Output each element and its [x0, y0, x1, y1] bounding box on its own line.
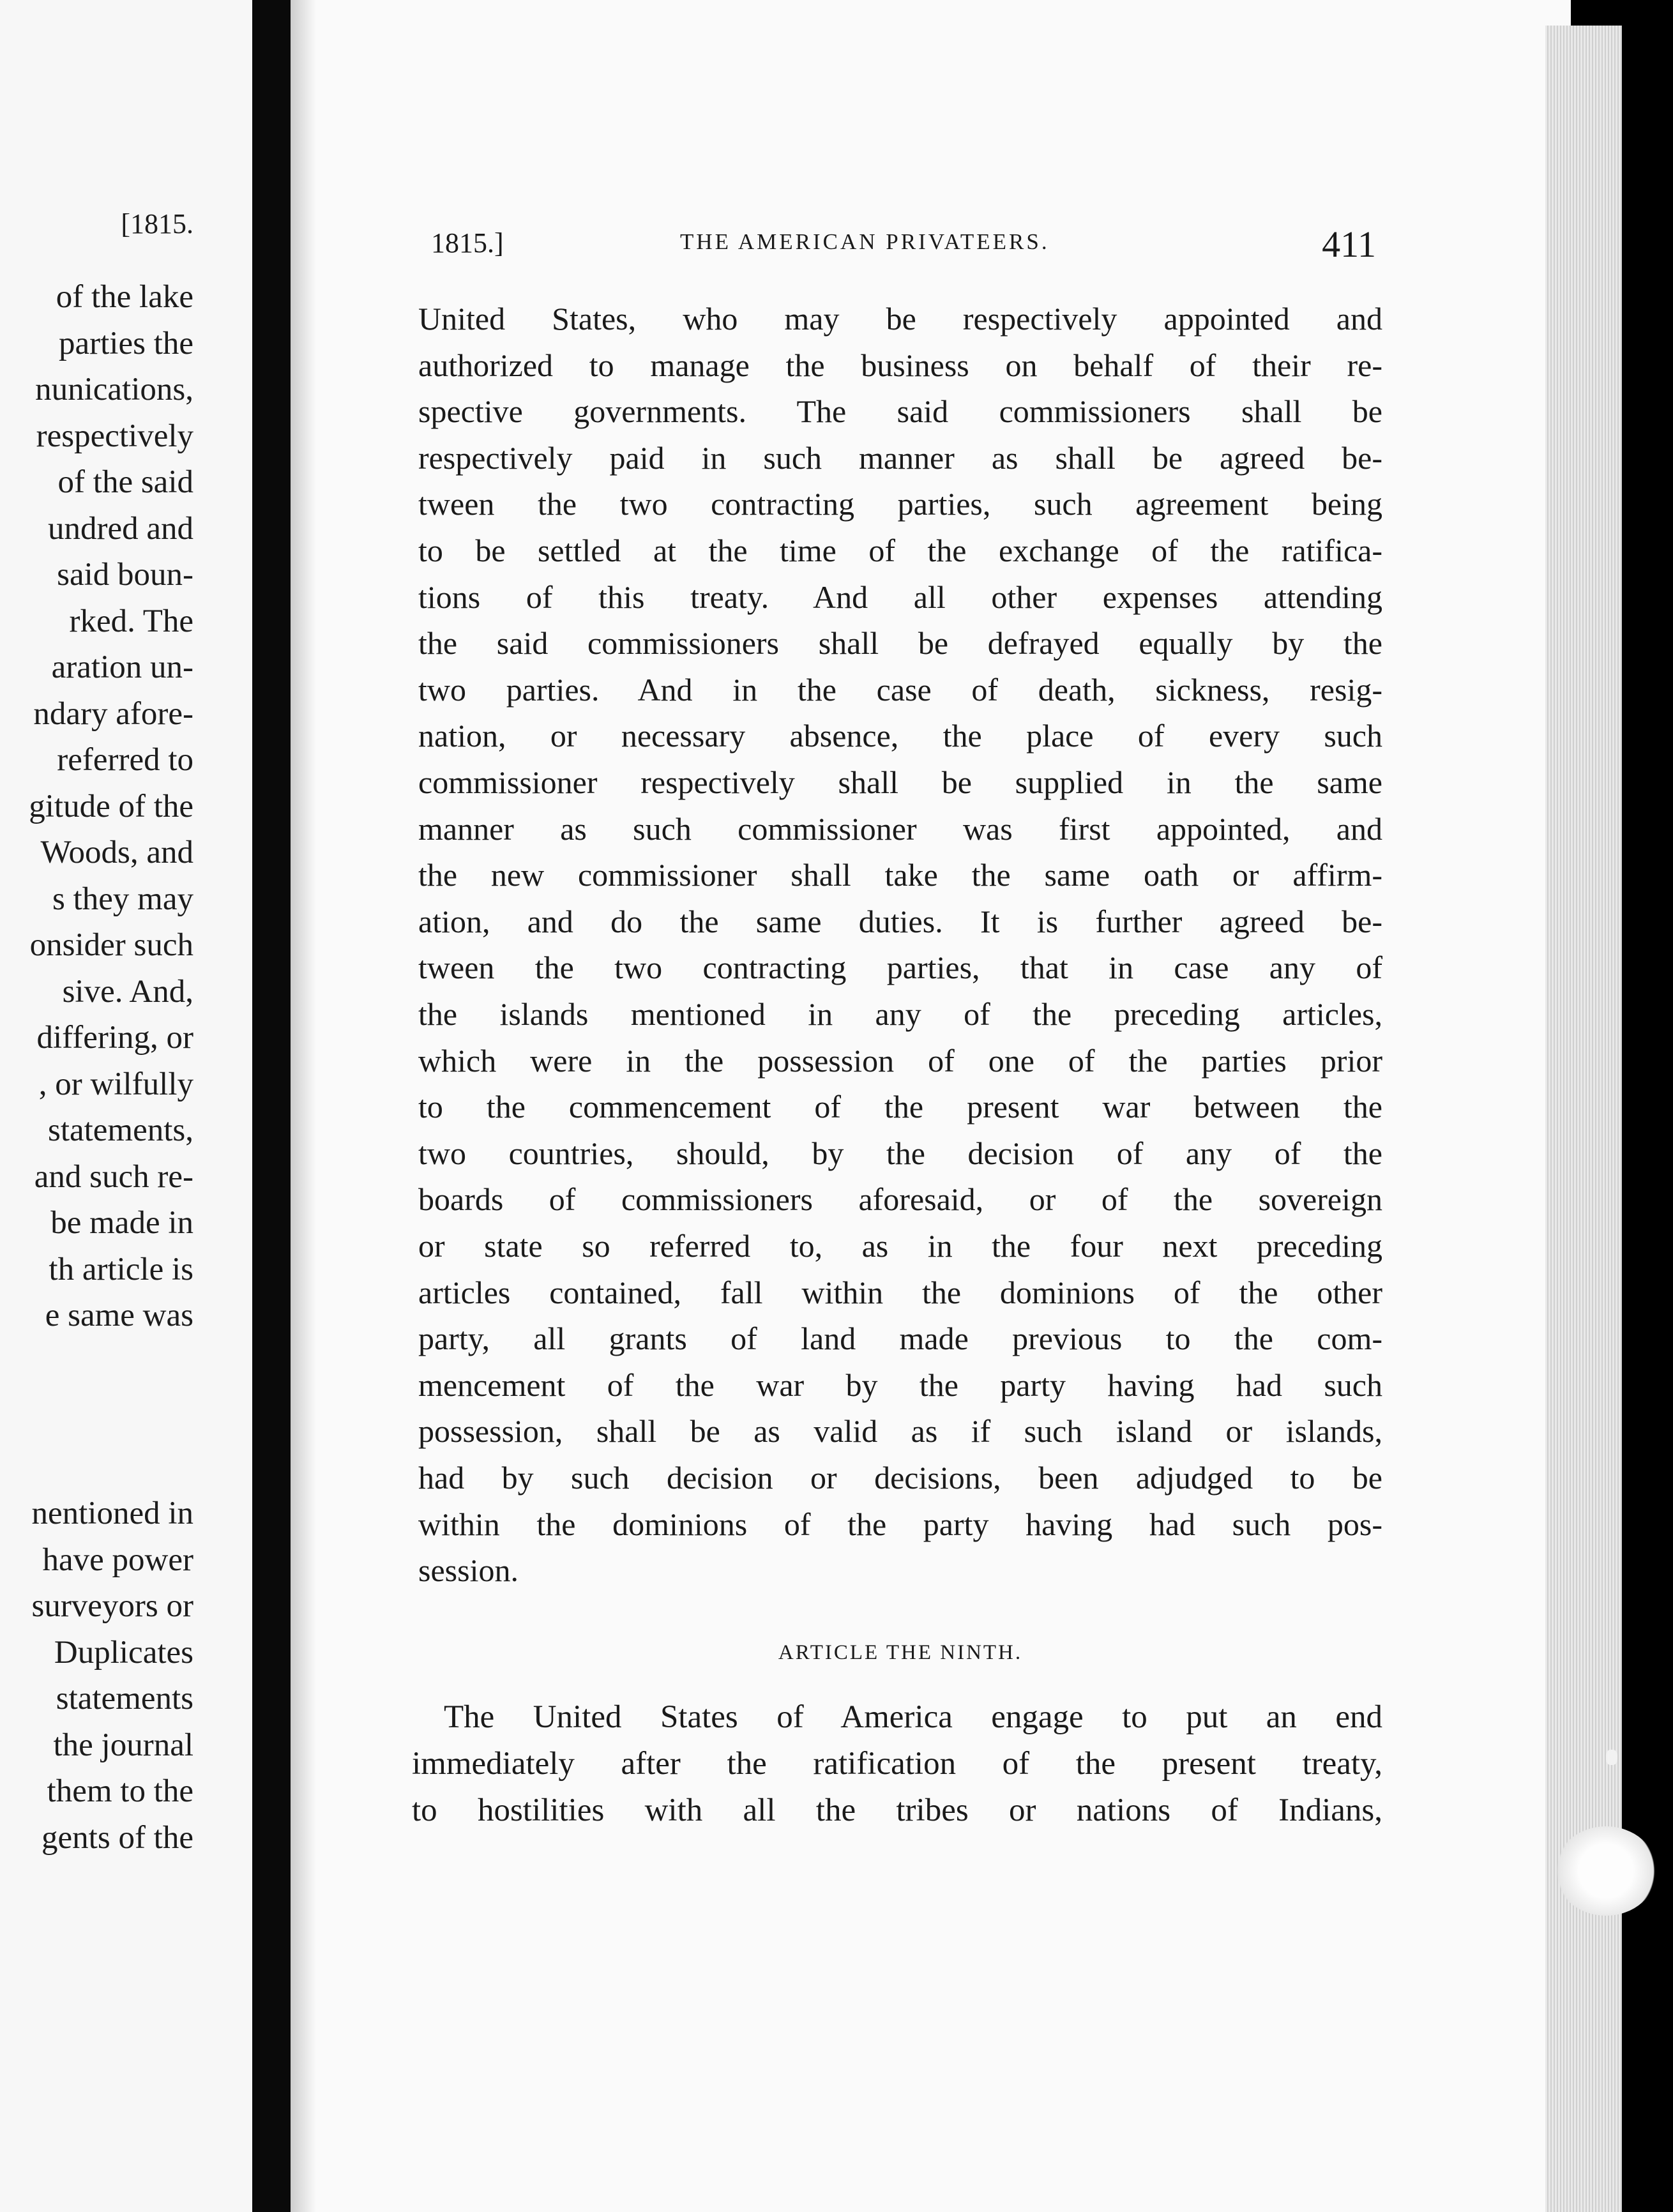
body-line: which were in the possession of one of the parties prior [418, 1042, 1382, 1079]
article-nine-line: to hostilities with all the tribes or nations of Indians, [412, 1792, 1382, 1828]
body-line: United States, who may be respectively appointed and [418, 301, 1382, 337]
left-page-line: them to the [47, 1773, 193, 1809]
header-year: 1815.] [431, 227, 504, 259]
left-page-line: onsider such [29, 927, 193, 963]
left-page-line: and such re- [34, 1158, 193, 1195]
left-page-line: of the said [57, 464, 193, 500]
left-page-line: nentioned in [31, 1496, 193, 1531]
body-line: to the commencement of the present war between the [418, 1089, 1382, 1125]
left-page-line: rked. The [69, 603, 193, 639]
body-line: nation, or necessary absence, the place of every such [418, 718, 1382, 754]
left-page-line: have power [42, 1542, 193, 1578]
left-page-line: Woods, and [40, 835, 193, 870]
left-page-line: the journal [53, 1727, 193, 1763]
left-page-line: said boun- [57, 557, 193, 593]
left-page-line: undred and [47, 510, 193, 547]
body-line: the islands mentioned in any of the preceding articles, [418, 996, 1382, 1032]
left-page-line: sive. And, [62, 973, 193, 1010]
body-line: ation, and do the same duties. It is further agreed be- [418, 903, 1382, 939]
left-page-line: surveyors or [31, 1588, 193, 1624]
left-page-line: respectively [36, 418, 193, 454]
body-line: articles contained, fall within the dominions of the other [418, 1274, 1382, 1310]
body-line: authorized to manage the business on behalf of their re- [418, 347, 1382, 383]
left-page-line: statements [56, 1681, 193, 1716]
left-page-line: th article is [49, 1251, 193, 1287]
left-page-line: referred to [57, 742, 193, 778]
paper-speck [1606, 1750, 1617, 1765]
paper-blot [1555, 1826, 1657, 1916]
left-page-line: , or wilfully [38, 1066, 193, 1102]
body-line: the new commissioner shall take the same oath or affirm- [418, 857, 1382, 893]
body-line: boards of commissioners aforesaid, or of the sovereign [418, 1181, 1382, 1218]
left-page-line: gents of the [42, 1819, 193, 1856]
article-nine-line: The United States of America engage to put an end [444, 1699, 1382, 1735]
body-line: two parties. And in the case of death, sickness, resig- [418, 671, 1382, 708]
right-page [291, 0, 1571, 2212]
body-line: party, all grants of land made previous to the com- [418, 1321, 1382, 1357]
left-page-line: of the lake [56, 279, 193, 315]
page-number: 411 [1322, 223, 1376, 265]
body-line: respectively paid in such manner as shall be agreed be- [418, 439, 1382, 476]
body-line: spective governments. The said commissioners shall be [418, 393, 1382, 430]
left-page-line: Duplicates [54, 1634, 193, 1670]
left-page-line: differing, or [36, 1020, 193, 1056]
left-page-line: ndary afore- [33, 695, 193, 732]
body-line: tions of this treaty. And all other expenses attending [418, 579, 1382, 615]
left-page-line: statements, [47, 1112, 193, 1148]
left-page-line: be made in [50, 1205, 193, 1241]
left-page-line: s they may [52, 881, 193, 917]
header-title: THE AMERICAN PRIVATEERS. [680, 229, 1050, 254]
body-line: session. [418, 1552, 519, 1589]
article-nine-line: immediately after the ratification of the present treaty, [412, 1746, 1382, 1782]
body-line: had by such decision or decisions, been adjudged to be [418, 1460, 1382, 1496]
book-gutter [252, 0, 291, 2212]
body-line: two countries, should, by the decision of any of the [418, 1135, 1382, 1171]
left-page-line: parties the [59, 325, 193, 361]
left-page-line: e same was [45, 1298, 193, 1333]
body-line: possession, shall be as valid as if such island or islands, [418, 1413, 1382, 1450]
left-page-line: nunications, [35, 372, 193, 407]
body-line: tween the two contracting parties, such agreement being [418, 486, 1382, 522]
gutter-shadow [291, 0, 316, 2212]
running-header [431, 223, 1376, 265]
article-heading: ARTICLE THE NINTH. [778, 1641, 1023, 1664]
left-page-line: aration un- [51, 649, 193, 685]
left-page-header: [1815. [121, 208, 193, 239]
body-line: manner as such commissioner was first appointed, and [418, 810, 1382, 847]
body-line: to be settled at the time of the exchange of the ratifica- [418, 533, 1382, 568]
body-line: the said commissioners shall be defrayed equally by the [418, 625, 1382, 662]
body-line: within the dominions of the party having had such pos- [418, 1506, 1382, 1542]
body-line: mencement of the war by the party having had such [418, 1367, 1382, 1403]
left-facing-page [0, 0, 252, 2212]
left-page-line: gitude of the [29, 788, 193, 824]
body-line: tween the two contracting parties, that in case any of [418, 950, 1382, 986]
body-line: or state so referred to, as in the four next preceding [418, 1228, 1382, 1264]
body-line: commissioner respectively shall be supplied in the same [418, 764, 1382, 800]
